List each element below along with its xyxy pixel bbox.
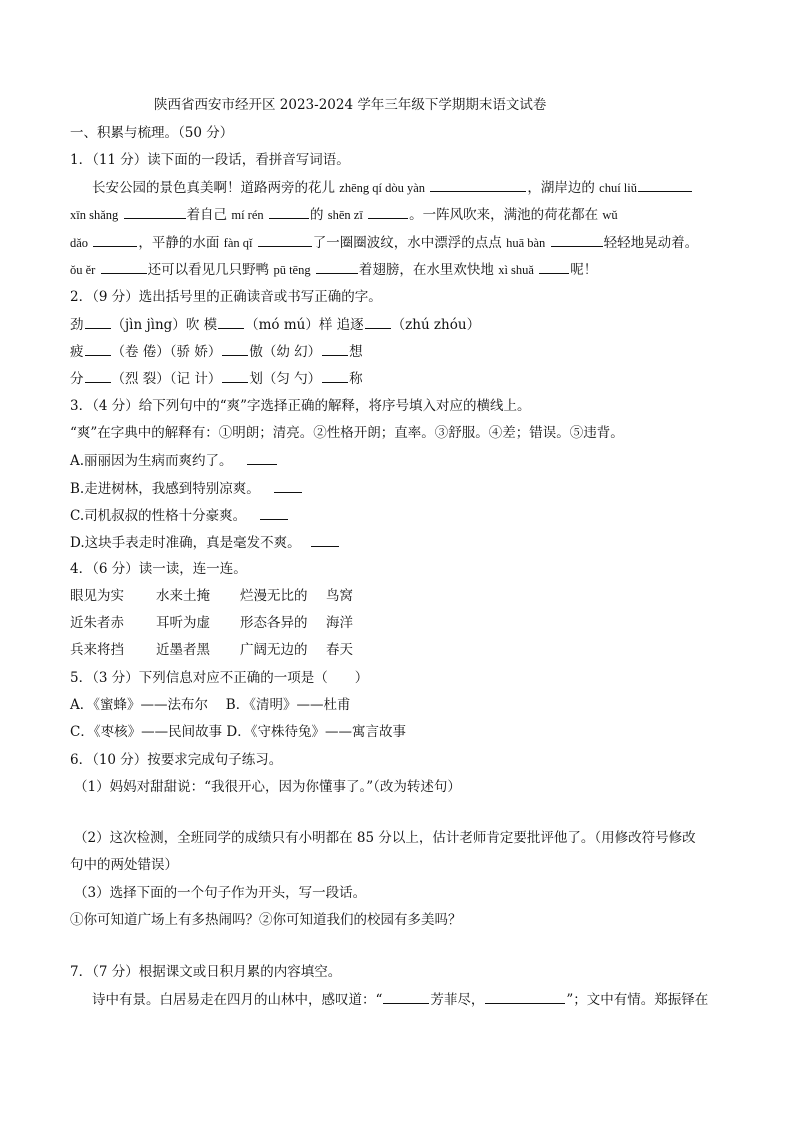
match-item[interactable]: 兵来将挡 [70,642,124,658]
q2-header: 2．（9 分）选出括号里的正确读音或书写正确的字。 [70,289,382,305]
text: 芳菲尽， [430,992,485,1008]
q4-header: 4．（6 分）读一读，连一连。 [70,561,247,577]
match-item[interactable]: 广阔无边的 [240,642,308,658]
text: 劲 [70,317,84,333]
pinyin: pū tēng [273,263,311,277]
answer-blank[interactable] [430,178,526,192]
pinyin: wǔ [602,208,618,222]
text: C.司机叔叔的性格十分豪爽。 [70,508,247,524]
answer-blank[interactable] [365,315,391,329]
q6-sub-3: （3）选择下面的一个句子作为开头，写一段话。 [74,885,367,901]
answer-blank[interactable] [260,506,288,520]
match-item[interactable]: 形态各异的 [240,615,308,631]
text: 疲 [70,344,84,360]
answer-blank[interactable] [222,342,248,356]
text: 轻轻地晃动着。 [603,235,699,251]
text: 。一阵风吹来，满池的荷花都在 [409,207,599,223]
text: （烈 裂）（记 计） [111,371,222,387]
text: （zhú zhóu） [391,317,481,333]
text: 分 [70,371,84,387]
text: ，湖岸边的 [527,180,595,196]
q6-sub-1: （1）妈妈对甜甜说：“我很开心，因为你懂事了。”（改为转述句） [74,779,461,795]
q4-row-1 [70,587,353,605]
q3-option-a [70,451,278,470]
q7-line-1 [92,990,708,1009]
pinyin: xì shuǎ [498,263,534,277]
section-heading: 一、积累与梳理。（50 分） [70,125,234,141]
pinyin: chuí liǔ [599,181,637,195]
q5-options-ab: A．《蜜蜂》——法布尔 B．《清明》——杜甫 [70,697,351,713]
answer-blank[interactable] [101,260,147,274]
match-item[interactable]: 近墨者黑 [156,642,210,658]
text: B.走进树林，我感到特别凉爽。 [70,481,260,497]
q1-header: 1．（11 分）读下面的一段话，看拼音写词语。 [70,152,350,168]
q6-sub-3-options: ①你可知道广场上有多热闹吗？②你可知道我们的校园有多美吗？ [70,912,462,928]
exam-title: 陕西省西安市经开区 2023-2024 学年三年级下学期期末语文试卷 [154,97,547,113]
q2-row-3 [70,369,363,388]
match-item[interactable]: 水来土掩 [156,588,210,604]
q6-sub-2-cont: 句中的两处错误） [70,857,178,873]
q3-header: 3．（4 分）给下列句中的“爽”字选择正确的解释，将序号填入对应的横线上。 [70,398,531,414]
text: A.丽丽因为生病而爽约了。 [70,453,233,469]
answer-blank[interactable] [85,315,111,329]
text: （卷 倦）（骄 娇） [111,344,222,360]
answer-blank[interactable] [551,233,603,247]
pinyin: ǒu ěr [70,263,96,277]
text: （mó mú）样 追逐 [245,317,364,333]
q6-header: 6．（10 分）按要求完成句子练习。 [70,752,283,768]
q6-sub-2: （2）这次检测，全班同学的成绩只有小明都在 85 分以上，估计老师肯定要批评他了。（用修改符号修改 [74,830,696,846]
pinyin: mí rén [231,208,264,222]
answer-blank[interactable] [316,260,358,274]
pinyin: xīn shǎng [70,208,119,222]
text: D.这块手表走时准确，真是毫发不爽。 [70,535,301,551]
answer-blank[interactable] [539,260,569,274]
match-item[interactable]: 眼见为实 [70,588,124,604]
q3-option-b [70,479,303,498]
text: ，平静的水面 [138,235,220,251]
answer-blank[interactable] [93,233,137,247]
q1-line-1 [92,178,693,197]
q2-row-2 [70,342,363,361]
answer-blank[interactable] [269,205,309,219]
answer-blank[interactable] [85,369,111,383]
q4-row-3 [70,641,353,659]
text: 呢！ [570,262,598,278]
text: 傲（幼 幻） [249,344,322,360]
match-item[interactable]: 近朱者赤 [70,615,124,631]
text: 着自己 [186,207,228,223]
answer-blank[interactable] [85,342,111,356]
q1-line-3 [70,233,698,252]
q3-option-d [70,533,340,552]
answer-blank[interactable] [311,533,339,547]
pinyin: zhēng qí dòu yàn [339,181,426,195]
text: 还可以看见几只野鸭 [147,262,270,278]
pinyin: shēn zī [327,208,363,222]
q5-options-cd: C．《枣核》——民间故事 D．《守株待兔》——寓言故事 [70,724,406,740]
text: ”；文中有情。郑振铎在 [566,992,709,1008]
text: 的 [309,207,324,223]
q1-line-2 [70,205,618,224]
text: 划（匀 勺） [249,371,322,387]
answer-blank[interactable] [222,369,248,383]
text: 诗中有景。白居易走在四月的山林中，感叹道：“ [92,992,383,1008]
q3-option-c [70,506,289,525]
answer-blank[interactable] [274,479,302,493]
text: 想 [349,344,363,360]
answer-blank[interactable] [258,233,312,247]
text: 了一圈圈波纹，水中漂浮的点点 [312,235,502,251]
match-item[interactable]: 鸟窝 [326,588,353,604]
answer-blank[interactable] [368,205,408,219]
match-item[interactable]: 海洋 [326,615,353,631]
answer-blank[interactable] [247,451,277,465]
pinyin: fàn qǐ [223,236,253,250]
answer-blank[interactable] [638,178,692,192]
q7-header: 7．（7 分）根据课文或日积月累的内容填空。 [70,964,342,980]
answer-blank[interactable] [322,342,348,356]
q2-row-1 [70,315,480,334]
pinyin: huā bàn [506,236,546,250]
text: 称 [349,371,363,387]
text: 着翅膀，在水里欢快地 [358,262,494,278]
match-item[interactable]: 烂漫无比的 [240,588,308,604]
pinyin: dǎo [70,236,89,250]
answer-blank[interactable] [485,990,565,1004]
q4-row-2 [70,614,353,632]
answer-blank[interactable] [322,369,348,383]
match-item[interactable]: 春天 [326,642,353,658]
answer-blank[interactable] [218,315,244,329]
text: 长安公园的景色真美啊！道路两旁的花儿 [92,180,335,196]
q5-header: 5．（3 分）下列信息对应不正确的一项是（ ） [70,670,369,686]
answer-blank[interactable] [383,990,429,1004]
text: （jìn jìng）吹 模 [111,317,218,333]
q1-line-4 [70,260,597,279]
answer-blank[interactable] [124,205,186,219]
match-item[interactable]: 耳听为虚 [156,615,210,631]
q3-definitions: “爽”在字典中的解释有：①明朗；清亮。②性格开朗；直率。③舒服。④差；错误。⑤违背。 [70,425,624,441]
